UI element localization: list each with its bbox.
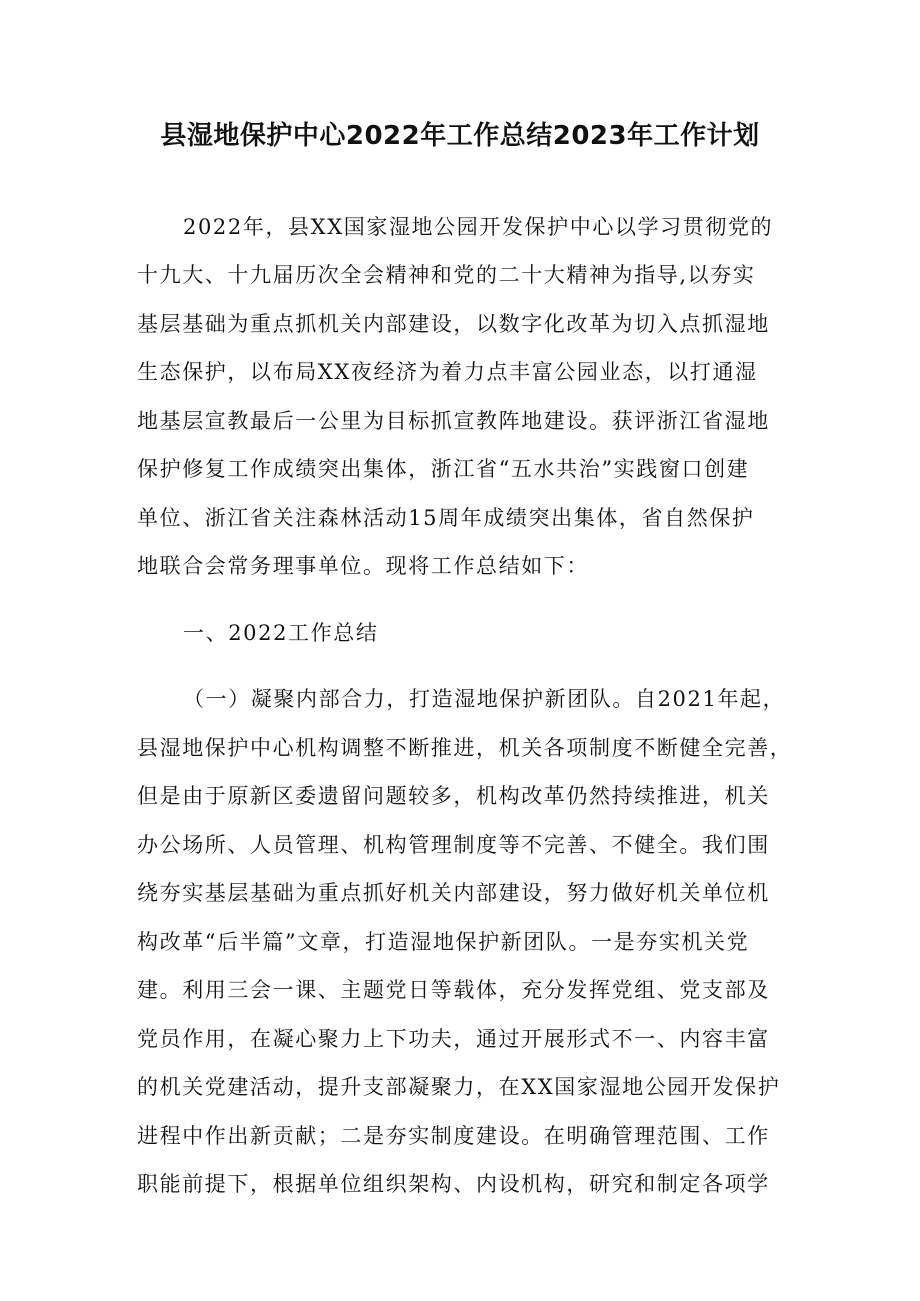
body-line: 县湿地保护中心机构调整不断推进，机关各项制度不断健全完善， <box>137 736 793 760</box>
body-line: 进程中作出新贡献；二是夯实制度建设。在明确管理范围、工作 <box>137 1124 770 1148</box>
body-line: 绕夯实基层基础为重点抓好机关内部建设，努力做好机关单位机 <box>137 881 770 905</box>
intro-line: 地基层宣教最后一公里为目标抓宣教阵地建设。获评浙江省湿地 <box>137 409 770 433</box>
intro-line: 地联合会常务理事单位。现将工作总结如下： <box>137 554 589 578</box>
document-title: 县湿地保护中心2022年工作总结2023年工作计划 <box>160 121 760 151</box>
body-line: 办公场所、人员管理、机构管理制度等不完善、不健全。我们围 <box>137 833 770 857</box>
intro-line: 单位、浙江省关注森林活动15周年成绩突出集体，省自然保护 <box>137 506 755 530</box>
body-line: 党员作用，在凝心聚力上下功夫，通过开展形式不一、内容丰富 <box>137 1027 770 1051</box>
body-line: 构改革“后半篇”文章，打造湿地保护新团队。一是夯实机关党 <box>137 930 750 954</box>
intro-line: 十九大、十九届历次全会精神和党的二十大精神为指导,以夯实 <box>137 263 756 287</box>
intro-line: 生态保护，以布局XX夜经济为着力点丰富公园业态，以打通湿 <box>137 360 758 384</box>
intro-line: 2022年，县XX国家湿地公园开发保护中心以学习贯彻党的 <box>183 215 774 239</box>
body-line: 但是由于原新区委遗留问题较多，机构改革仍然持续推进，机关 <box>137 784 770 808</box>
section-heading: 一、2022工作总结 <box>183 621 379 645</box>
body-line: （一）凝聚内部合力，打造湿地保护新团队。自2021年起， <box>183 687 786 711</box>
intro-line: 基层基础为重点抓机关内部建设，以数字化改革为切入点抓湿地 <box>137 312 770 336</box>
body-line: 的机关党建活动，提升支部凝聚力，在XX国家湿地公园开发保护 <box>137 1075 781 1099</box>
intro-line: 保护修复工作成绩突出集体，浙江省“五水共治”实践窗口创建 <box>137 457 750 481</box>
body-line: 建。利用三会一课、主题党日等载体，充分发挥党组、党支部及 <box>137 978 770 1002</box>
body-line: 职能前提下，根据单位组织架构、内设机构，研究和制定各项学 <box>137 1172 770 1196</box>
